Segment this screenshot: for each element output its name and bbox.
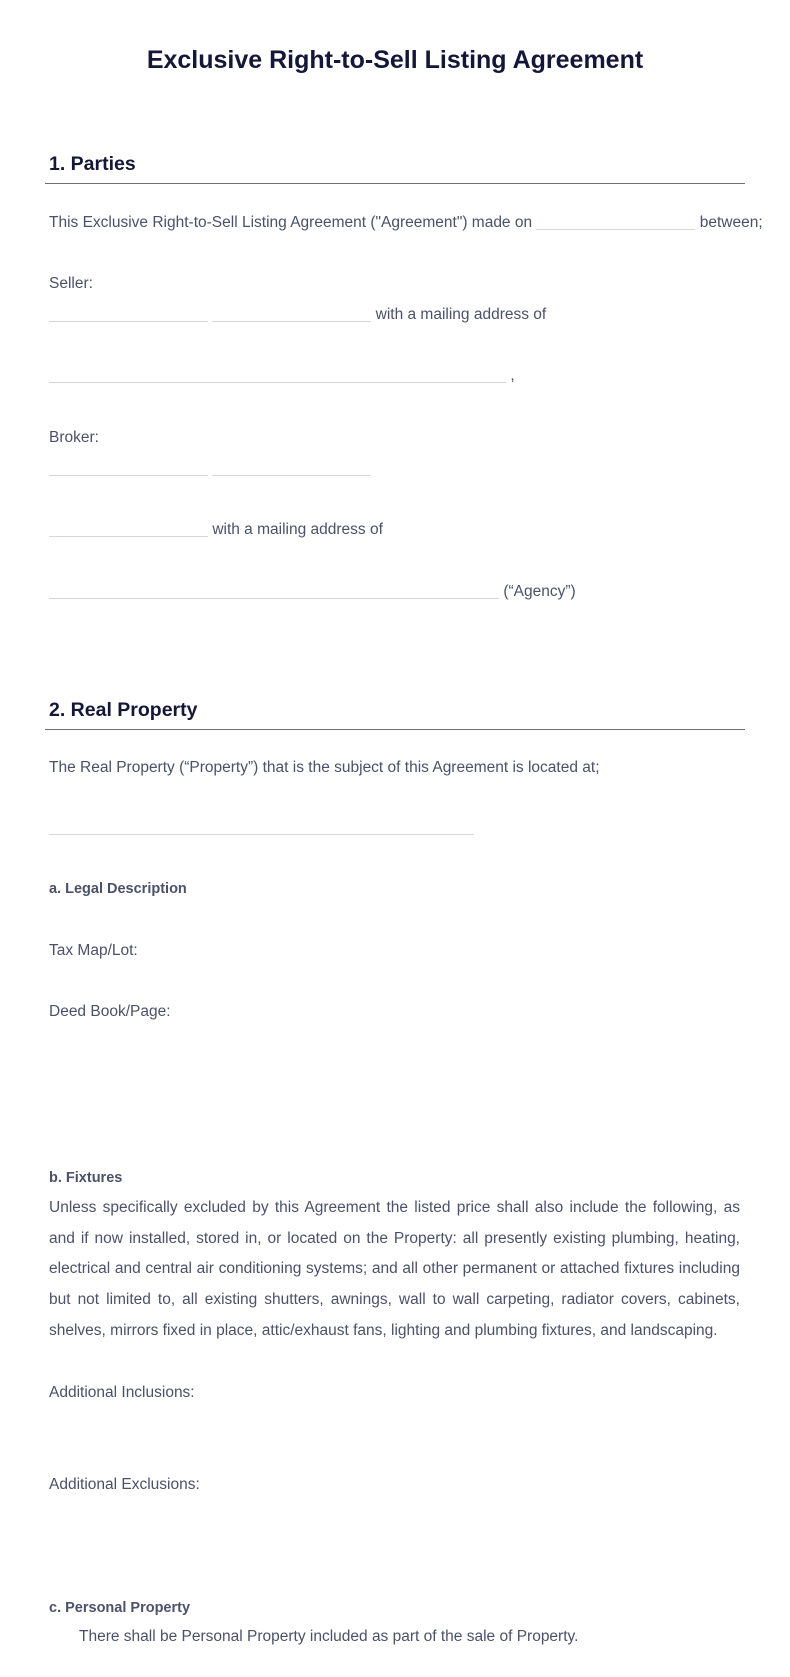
subheading-personal-property: c. Personal Property (49, 1600, 191, 1616)
subheading-legal-description: a. Legal Description (49, 881, 187, 897)
broker-label: Broker: (49, 429, 99, 446)
document-title: Exclusive Right-to-Sell Listing Agreement (146, 46, 644, 74)
agreement-date-field[interactable] (536, 229, 695, 230)
subheading-fixtures: b. Fixtures (49, 1170, 123, 1186)
additional-inclusions-label: Additional Inclusions: (49, 1384, 195, 1401)
section-divider (45, 729, 745, 730)
broker-mailing-address-field[interactable] (49, 598, 499, 599)
seller-label: Seller: (49, 275, 93, 292)
broker-first-name-field[interactable] (49, 475, 208, 476)
section-heading-real-property: 2. Real Property (49, 699, 198, 721)
additional-exclusions-label: Additional Exclusions: (49, 1476, 200, 1493)
seller-address-text: with a mailing address of (375, 306, 547, 323)
broker-last-name-field[interactable] (212, 475, 371, 476)
property-address-line (49, 817, 474, 839)
section-heading-parties: 1. Parties (49, 153, 136, 175)
agreement-intro-text: This Exclusive Right-to-Sell Listing Agreement ("Agreement") made on (49, 214, 533, 231)
broker-agency-name-field[interactable] (49, 536, 208, 537)
seller-first-name-field[interactable] (49, 321, 208, 322)
seller-mailing-address-field[interactable] (49, 382, 506, 383)
broker-name-line (49, 458, 371, 480)
property-intro-text: The Real Property (“Property”) that is the subject of this Agreement is located at; (49, 759, 600, 776)
broker-address-intro-line (49, 519, 383, 541)
section-divider (45, 183, 745, 184)
fixtures-paragraph: Unless specifically excluded by this Agreement the listed price shall also include the following, as and if now installed, stored in, or located on the Property: all presently existing plumbing, heating, electrical and central air conditioning systems; and all other permanent or attached fixtures including but not limited to, all existing shutters, awnings, wall to wall carpeting, radiator covers, cabinets, shelves, mirrors fixed in place, attic/exhaust fans, lighting and plumbing fixtures, and landscaping. (49, 1199, 740, 1339)
property-address-field[interactable] (49, 834, 474, 835)
seller-address-suffix: , (510, 367, 515, 384)
broker-address-line (49, 581, 576, 603)
seller-address-line (49, 365, 515, 387)
seller-name-line (49, 304, 546, 326)
agreement-intro-suffix: between; (699, 214, 763, 231)
agreement-intro-line (49, 212, 763, 234)
agency-suffix: (“Agency”) (503, 583, 576, 600)
tax-map-label: Tax Map/Lot: (49, 942, 138, 959)
seller-last-name-field[interactable] (212, 321, 371, 322)
broker-address-text: with a mailing address of (212, 521, 383, 538)
personal-property-statement: There shall be Personal Property included as part of the sale of Property. (79, 1628, 579, 1645)
deed-book-label: Deed Book/Page: (49, 1003, 171, 1020)
